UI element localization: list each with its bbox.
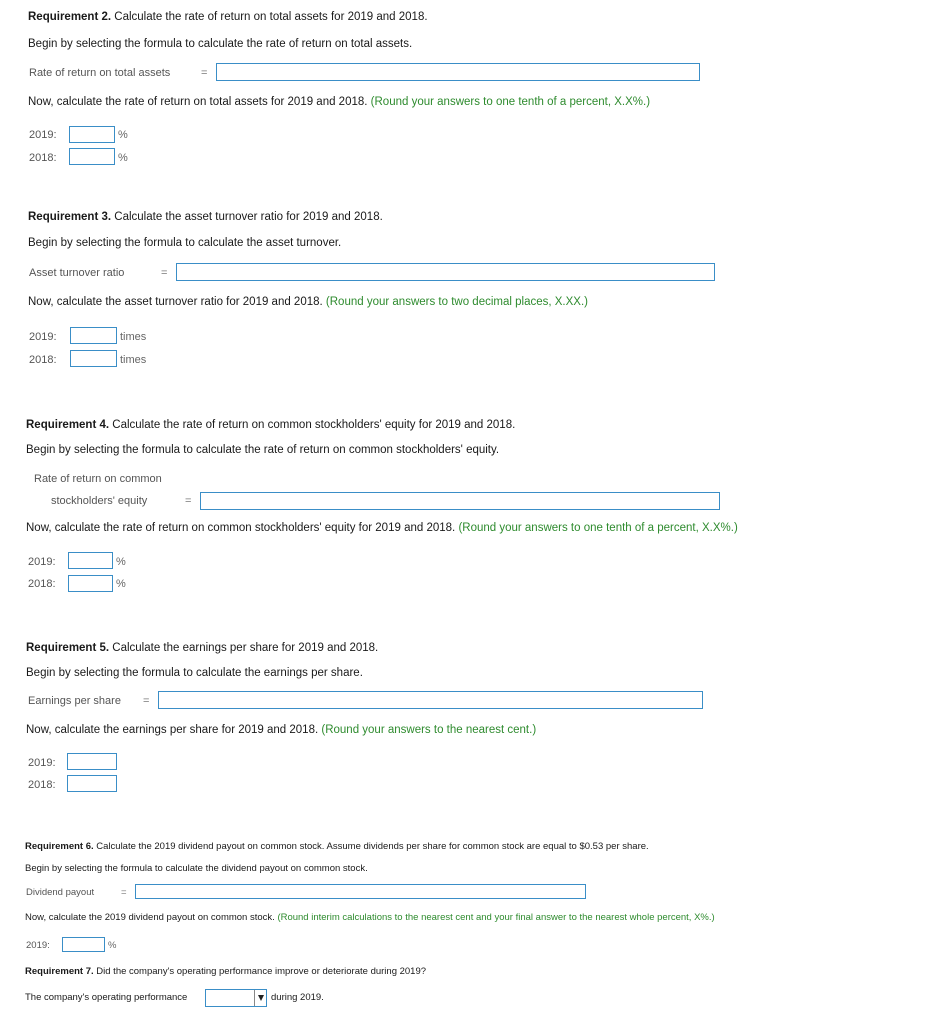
req3-2018-unit: times xyxy=(120,354,147,366)
req5-equals: = xyxy=(143,695,150,707)
req7-title: Requirement 7. xyxy=(25,966,94,977)
req3-formula-input[interactable] xyxy=(176,263,715,281)
req4-text: Calculate the rate of return on common stockholders' equity for 2019 and 2018. xyxy=(112,419,516,431)
req5-heading xyxy=(26,642,378,654)
req3-hint: (Round your answers to two decimal places, X.XX.) xyxy=(325,296,588,308)
req6-2019-input[interactable] xyxy=(62,937,105,952)
req3-formula-label: Asset turnover ratio xyxy=(29,267,125,279)
req7-suffix: during 2019. xyxy=(271,992,324,1003)
req6-formula-input[interactable] xyxy=(135,884,586,899)
req3-text: Calculate the asset turnover ratio for 2019 and 2018. xyxy=(114,211,383,223)
req4-hint: (Round your answers to one tenth of a percent, X.X%.) xyxy=(458,522,738,534)
req6-begin: Begin by selecting the formula to calculate the dividend payout on common stock. xyxy=(25,863,368,874)
req4-2018-unit: % xyxy=(116,578,126,590)
req3-equals: = xyxy=(161,267,168,279)
req4-formula-label-line1: Rate of return on common xyxy=(34,473,162,485)
req3-heading xyxy=(28,211,383,223)
req2-now xyxy=(28,96,650,108)
req4-begin: Begin by selecting the formula to calculate the rate of return on common stockholders' equity. xyxy=(26,444,500,456)
req5-2018-input[interactable] xyxy=(67,775,117,792)
req3-2018-input[interactable] xyxy=(70,350,117,367)
req4-2018-input[interactable] xyxy=(68,575,113,592)
req7-prefix: The company's operating performance xyxy=(25,992,188,1003)
req4-now-text: Now, calculate the rate of return on common stockholders' equity for 2019 and 2018. xyxy=(26,522,456,534)
req2-begin: Begin by selecting the formula to calculate the rate of return on total assets. xyxy=(28,38,413,50)
req5-begin: Begin by selecting the formula to calculate the earnings per share. xyxy=(26,667,363,679)
req3-year-2018-label: 2018: xyxy=(29,354,57,366)
req6-now-text: Now, calculate the 2019 dividend payout on common stock. xyxy=(25,912,275,923)
req2-year-2018-label: 2018: xyxy=(29,152,57,164)
req2-formula-input[interactable] xyxy=(216,63,700,81)
req6-text: Calculate the 2019 dividend payout on common stock. Assume dividends per share for common stock are equal to $0.53 per share. xyxy=(96,841,649,852)
req5-now xyxy=(26,724,536,736)
req5-formula-input[interactable] xyxy=(158,691,703,709)
req7-performance-select[interactable] xyxy=(205,989,267,1007)
req6-2019-unit: % xyxy=(108,940,117,951)
req6-title: Requirement 6. xyxy=(25,841,94,852)
req2-2018-unit: % xyxy=(118,152,128,164)
req2-title: Requirement 2. xyxy=(28,11,112,23)
req2-now-text: Now, calculate the rate of return on total assets for 2019 and 2018. xyxy=(28,96,368,108)
req7-heading xyxy=(25,966,426,977)
req4-2019-input[interactable] xyxy=(68,552,113,569)
req2-2019-input[interactable] xyxy=(69,126,115,143)
req5-year-2018-label: 2018: xyxy=(28,779,56,791)
req4-2019-unit: % xyxy=(116,556,126,568)
req5-title: Requirement 5. xyxy=(26,642,110,654)
req3-title: Requirement 3. xyxy=(28,211,112,223)
req3-2019-unit: times xyxy=(120,331,147,343)
req4-year-2018-label: 2018: xyxy=(28,578,56,590)
req5-now-text: Now, calculate the earnings per share for 2019 and 2018. xyxy=(26,724,319,736)
req2-heading xyxy=(28,11,428,23)
req6-now xyxy=(25,912,715,923)
req4-heading xyxy=(26,419,515,431)
req6-year-2019-label: 2019: xyxy=(26,940,50,951)
req6-equals: = xyxy=(121,887,127,898)
req3-now xyxy=(28,296,588,308)
req4-formula-input[interactable] xyxy=(200,492,720,510)
req3-year-2019-label: 2019: xyxy=(29,331,57,343)
req2-2019-unit: % xyxy=(118,129,128,141)
req3-2019-input[interactable] xyxy=(70,327,117,344)
req2-hint: (Round your answers to one tenth of a percent, X.X%.) xyxy=(370,96,651,108)
req2-equals: = xyxy=(201,67,208,79)
req6-heading xyxy=(25,841,649,852)
req3-begin: Begin by selecting the formula to calculate the asset turnover. xyxy=(28,237,342,249)
req6-formula-label: Dividend payout xyxy=(26,887,95,898)
req4-formula-label-line2: stockholders' equity xyxy=(51,495,148,507)
req5-hint: (Round your answers to the nearest cent.) xyxy=(321,724,537,736)
req2-2018-input[interactable] xyxy=(69,148,115,165)
req2-formula-label: Rate of return on total assets xyxy=(29,67,171,79)
req4-equals: = xyxy=(185,495,192,507)
req5-2019-input[interactable] xyxy=(67,753,117,770)
req4-title: Requirement 4. xyxy=(26,419,110,431)
req5-formula-label: Earnings per share xyxy=(28,695,121,707)
req5-year-2019-label: 2019: xyxy=(28,757,56,769)
req6-hint: (Round interim calculations to the nearest cent and your final answer to the nearest whole percent, X%.) xyxy=(277,912,715,923)
req4-now xyxy=(26,522,738,534)
req3-now-text: Now, calculate the asset turnover ratio for 2019 and 2018. xyxy=(28,296,323,308)
req2-year-2019-label: 2019: xyxy=(29,129,57,141)
req2-text: Calculate the rate of return on total assets for 2019 and 2018. xyxy=(114,11,428,23)
req7-text: Did the company's operating performance improve or deteriorate during 2019? xyxy=(96,966,427,977)
req5-text: Calculate the earnings per share for 2019 and 2018. xyxy=(112,642,379,654)
chevron-down-icon[interactable] xyxy=(254,990,266,1006)
req4-year-2019-label: 2019: xyxy=(28,556,56,568)
